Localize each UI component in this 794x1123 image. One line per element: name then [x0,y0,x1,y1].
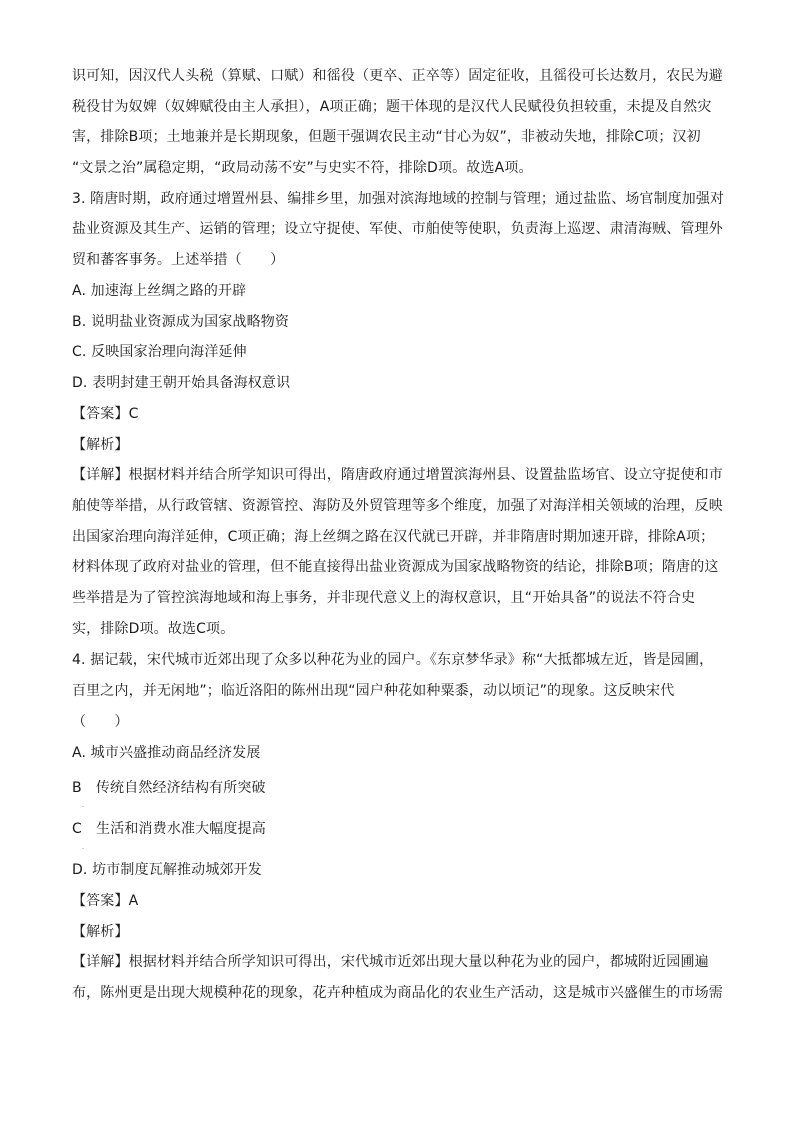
question-3-stem: 贸和蕃客事务。上述举措（ ） [72,252,285,268]
option-d: D. 坊市制度瓦解推动城郊开发 [72,862,262,878]
question-4-stem: 百里之内，并无闲地”；临近洛阳的陈州出现“园户种花如种粟黍，动以顷记”的现象。这反映宋代 [72,683,675,699]
option-d: D. 表明封建王朝开始具备海权意识 [72,375,291,391]
explanation-line: 出国家治理向海洋延伸，C项正确；海上丝绸之路在汉代就已开辟，并非隋唐时期加速开辟，排除A项； [72,529,715,545]
question-4-stem: 4. 据记载，宋代城市近郊出现了众多以种花为业的园户。《东京梦华录》称“大抵都城左近，皆是园圃， [72,652,714,668]
analysis-label: 【解析】 [72,437,129,453]
option-b: B. 说明盐业资源成为国家战略物资 [72,314,290,330]
option-a: A. 加速海上丝绸之路的开辟 [72,283,247,299]
option-c: C 生活和消费水准大幅度提高 [72,821,266,837]
question-3-stem: 盐业资源及其生产、运销的管理；设立守捉使、军使、市舶使等使职，负责海上巡逻、肃清海贼、管理外 [72,221,723,237]
option-b: B 传统自然经济结构有所突破 [72,780,266,796]
option-a: A. 城市兴盛推动商品经济发展 [72,745,261,761]
answer-label: 【答案】C [72,406,139,422]
explanation-line: 【详解】根据材料并结合所学知识可得出，隋唐政府通过增置滨海州县、设置盐监场官、设立守捉使和市 [72,467,723,483]
answer-label: 【答案】A [72,893,139,909]
option-c: C. 反映国家治理向海洋延伸 [72,344,247,360]
question-3-stem: 3. 隋唐时期，政府通过增置州县、编排乡里，加强对滨海地域的控制与管理；通过盐监、场官制度加强对 [72,191,725,207]
text-line: 税役甘为奴婢（奴婢赋役由主人承担），A项正确；题干体现的是汉代人民赋役负担较重，未提及自然灾 [72,99,712,115]
explanation-line: 布，陈州更是出现大规模种花的现象，花卉种植成为商品化的农业生产活动，这是城市兴盛催生的市场需 [72,985,723,1001]
question-4-stem: （ ） [72,714,129,730]
text-line: 害，排除B项；土地兼并是长期现象，但题干强调农民主动“甘心为奴”，非被动失地，排除C项；汉初 [72,129,701,145]
explanation-line: 些举措是为了管控滨海地域和海上事务，并非现代意义上的海权意识，且“开始具备”的说法不符合史 [72,590,696,606]
analysis-label: 【解析】 [72,924,129,940]
stray-dot: . [82,844,84,851]
text-line: 识可知，因汉代人头税（算赋、口赋）和徭役（更卒、正卒等）固定征收，且徭役可长达数月，农民为避 [72,68,723,84]
explanation-line: 实，排除D项。故选C项。 [72,621,235,637]
explanation-line: 舶使等举措，从行政管辖、资源管控、海防及外贸管理等多个维度，加强了对海洋相关领域的治理，反映 [72,498,723,514]
explanation-line: 【详解】根据材料并结合所学知识可得出，宋代城市近郊出现大量以种花为业的园户，都城附近园圃遍 [72,954,709,970]
text-line: “文景之治”属稳定期，“政局动荡不安”与史实不符，排除D项。故选A项。 [72,160,533,176]
explanation-line: 材料体现了政府对盐业的管理，但不能直接得出盐业资源成为国家战略物资的结论，排除B项；隋唐的这 [72,559,719,575]
stray-dot: . [82,802,84,809]
